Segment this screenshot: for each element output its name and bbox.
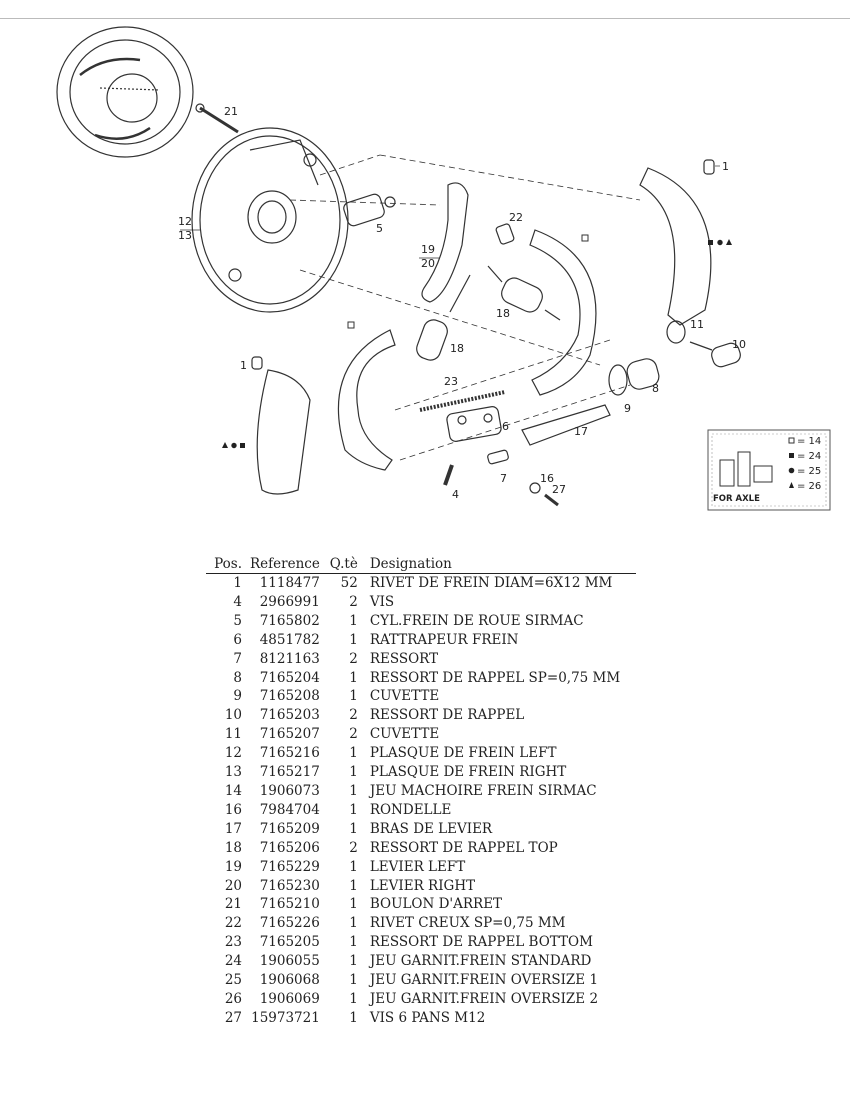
cell-quantity: 1 (349, 612, 358, 629)
table-row (206, 877, 636, 896)
cell-quantity: 1 (349, 688, 358, 705)
table-row (206, 971, 636, 990)
legend-caption: FOR AXLE (713, 494, 760, 504)
header-designation: Designation (362, 555, 636, 574)
screw-27-illustration (545, 495, 558, 505)
cell-reference: 7984704 (259, 801, 320, 818)
cell-pos: 1 (233, 575, 242, 591)
cell-designation: CUVETTE (369, 726, 440, 743)
cup-illustration (667, 321, 685, 343)
cell-designation: RESSORT DE RAPPEL BOTTOM (369, 934, 593, 951)
cell-pos: 12 (224, 745, 242, 762)
legend-open-square-label: = 14 (797, 436, 822, 447)
header-quantity: Q.tè (324, 555, 362, 574)
cell-quantity: 1 (349, 745, 358, 762)
parts-table (206, 555, 636, 1028)
cell-reference: 1906069 (259, 990, 320, 1007)
cell-reference: 7165230 (259, 877, 320, 894)
cell-reference: 7165802 (259, 612, 320, 629)
cell-pos: 18 (224, 839, 242, 856)
callout-21: 21 (224, 105, 238, 118)
cell-reference: 7165216 (259, 745, 320, 762)
cell-quantity: 1 (349, 990, 358, 1007)
cell-quantity: 2 (349, 707, 358, 724)
table-row (206, 593, 636, 612)
cell-pos: 23 (224, 934, 242, 951)
assembled-brake-illustration (57, 27, 193, 157)
bolt-4-illustration (445, 465, 452, 485)
cell-pos: 4 (233, 593, 242, 610)
legend-box (708, 430, 830, 510)
legend-filled-square-label: = 24 (797, 451, 822, 462)
callout-13: 13 (178, 229, 192, 242)
cell-designation: PLASQUE DE FREIN RIGHT (369, 764, 567, 781)
cell-designation: VIS (369, 593, 395, 610)
cell-reference: 7165206 (259, 839, 320, 856)
cell-reference: 7165210 (259, 896, 320, 913)
cell-pos: 14 (224, 782, 242, 799)
callout-5: 5 (376, 222, 383, 235)
callout-16: 16 (540, 472, 554, 485)
cell-designation: JEU MACHOIRE FREIN SIRMAC (369, 782, 597, 799)
cell-quantity: 2 (349, 650, 358, 667)
rivet-1-upper-illustration (704, 160, 714, 174)
callout-4: 4 (452, 488, 459, 501)
spring-7-illustration (487, 450, 509, 465)
washer-illustration (609, 365, 627, 395)
cell-pos: 8 (233, 669, 242, 686)
cell-designation: JEU GARNIT.FREIN OVERSIZE 1 (369, 972, 599, 989)
cell-quantity: 1 (349, 934, 358, 951)
cell-designation: CYL.FREIN DE ROUE SIRMAC (369, 612, 584, 629)
cell-designation: BRAS DE LEVIER (369, 820, 493, 837)
callout-1-upper: 1 (722, 160, 729, 173)
table-row (206, 612, 636, 631)
cell-quantity: 1 (349, 669, 358, 686)
open-square-marker (348, 322, 354, 328)
cell-reference: 1906073 (259, 782, 320, 799)
header-pos: Pos. (206, 555, 246, 574)
brake-shoe-lower-illustration (338, 330, 395, 470)
cell-designation: RIVET CREUX SP=0,75 MM (369, 915, 566, 932)
cell-pos: 19 (224, 858, 242, 875)
backing-plate-illustration (192, 128, 348, 312)
callout-22: 22 (509, 211, 523, 224)
rivet-1-left-illustration (252, 357, 262, 369)
cell-quantity: 1 (349, 764, 358, 781)
legend-filled-triangle (789, 482, 794, 488)
cell-designation: RESSORT (369, 650, 439, 667)
cell-reference: 7165203 (259, 707, 320, 724)
callout-9: 9 (624, 402, 631, 415)
table-row (206, 895, 636, 914)
exploded-brake-diagram (0, 20, 850, 525)
cell-reference: 7165208 (259, 688, 320, 705)
cell-pos: 27 (224, 1009, 242, 1026)
table-row (206, 763, 636, 782)
table-header-row (206, 555, 636, 574)
legend-filled-square (789, 453, 794, 458)
wheel-cylinder-illustration (342, 193, 395, 228)
cell-reference: 1118477 (259, 575, 320, 591)
cell-pos: 17 (224, 820, 242, 837)
cell-quantity: 1 (349, 953, 358, 970)
cell-quantity: 1 (349, 782, 358, 799)
callout-6: 6 (502, 420, 509, 433)
cell-designation: PLASQUE DE FREIN LEFT (369, 745, 557, 762)
callout-20: 20 (421, 257, 435, 270)
callout-12: 12 (178, 215, 192, 228)
table-row (206, 858, 636, 877)
callout-19: 19 (421, 243, 435, 256)
cell-reference: 1906068 (259, 972, 320, 989)
callout-leaders (180, 166, 720, 258)
brake-shoe-upper-illustration (530, 230, 596, 395)
legend-filled-circle-label: = 25 (797, 466, 822, 477)
legend-open-square (789, 438, 794, 443)
cell-designation: RONDELLE (369, 801, 452, 818)
cell-designation: RESSORT DE RAPPEL (369, 707, 525, 724)
cell-reference: 15973721 (251, 1009, 320, 1026)
cell-designation: JEU GARNIT.FREIN OVERSIZE 2 (369, 990, 599, 1007)
table-row (206, 782, 636, 801)
legend-filled-triangle-label: = 26 (797, 481, 822, 492)
cell-quantity: 2 (349, 839, 358, 856)
callout-1-left: 1 (240, 359, 247, 372)
cell-quantity: 1 (349, 915, 358, 932)
washer-16-illustration (530, 483, 540, 493)
callout-27: 27 (552, 483, 566, 496)
assembly-guide-lines (290, 155, 640, 460)
table-row (206, 669, 636, 688)
cell-quantity: 2 (349, 593, 358, 610)
callout-8: 8 (652, 382, 659, 395)
lining-right-illustration (640, 168, 711, 325)
cell-designation: VIS 6 PANS M12 (369, 1009, 486, 1026)
callout-10: 10 (732, 338, 746, 351)
cell-quantity: 1 (349, 631, 358, 648)
callout-17: 17 (574, 425, 588, 438)
cell-pos: 16 (224, 801, 242, 818)
cell-pos: 9 (233, 688, 242, 705)
cell-quantity: 1 (349, 896, 358, 913)
cell-quantity: 1 (349, 820, 358, 837)
lining-left-markers (222, 442, 245, 448)
cell-reference: 7165205 (259, 934, 320, 951)
cell-reference: 2966991 (259, 593, 320, 610)
lining-right-markers (708, 239, 732, 245)
cell-pos: 22 (224, 915, 242, 932)
cell-quantity: 1 (349, 801, 358, 818)
table-row (206, 706, 636, 725)
table-row (206, 687, 636, 706)
callout-23: 23 (444, 375, 458, 388)
table-row (206, 801, 636, 820)
table-row (206, 839, 636, 858)
cell-pos: 11 (224, 726, 242, 743)
cell-designation: RESSORT DE RAPPEL SP=0,75 MM (369, 669, 621, 686)
callout-18-upper: 18 (496, 307, 510, 320)
cell-reference: 4851782 (259, 631, 320, 648)
cell-designation: RIVET DE FREIN DIAM=6X12 MM (369, 575, 613, 591)
lever-arm-illustration (522, 405, 610, 445)
table-row (206, 574, 636, 593)
cell-designation: BOULON D'ARRET (369, 896, 503, 913)
callout-11: 11 (690, 318, 704, 331)
cell-reference: 7165226 (259, 915, 320, 932)
cell-designation: RATTRAPEUR FREIN (369, 631, 519, 648)
cell-designation: LEVIER LEFT (369, 858, 466, 875)
legend-filled-circle (789, 468, 795, 474)
table-row (206, 725, 636, 744)
cell-pos: 25 (224, 972, 242, 989)
table-row (206, 990, 636, 1009)
callout-18-lower: 18 (450, 342, 464, 355)
spring-23-illustration (420, 392, 505, 410)
header-reference: Reference (246, 555, 324, 574)
cell-pos: 24 (224, 953, 242, 970)
cell-designation: JEU GARNIT.FREIN STANDARD (369, 953, 592, 970)
cell-reference: 7165204 (259, 669, 320, 686)
table-row (206, 1009, 636, 1028)
cell-reference: 8121163 (259, 650, 320, 667)
table-row (206, 650, 636, 669)
cell-pos: 20 (224, 877, 242, 894)
lining-left-illustration (257, 370, 310, 494)
table-row (206, 820, 636, 839)
cell-designation: CUVETTE (369, 688, 440, 705)
callout-7: 7 (500, 472, 507, 485)
cell-quantity: 2 (349, 726, 358, 743)
table-row (206, 933, 636, 952)
cell-pos: 10 (224, 707, 242, 724)
cell-reference: 7165217 (259, 764, 320, 781)
cell-quantity: 1 (349, 858, 358, 875)
open-square-marker (582, 235, 588, 241)
cell-pos: 13 (224, 764, 242, 781)
cell-designation: RESSORT DE RAPPEL TOP (369, 839, 558, 856)
table-row (206, 914, 636, 933)
rivet-22-illustration (495, 223, 514, 245)
cell-reference: 7165207 (259, 726, 320, 743)
cell-reference: 1906055 (259, 953, 320, 970)
cell-reference: 7165229 (259, 858, 320, 875)
cell-designation: LEVIER RIGHT (369, 877, 476, 894)
cell-quantity: 1 (349, 1009, 358, 1026)
adjuster-illustration (446, 406, 502, 443)
axle-illustration (720, 452, 772, 486)
table-row (206, 744, 636, 763)
cell-pos: 5 (233, 612, 242, 629)
table-row (206, 952, 636, 971)
top-rule (0, 18, 850, 19)
cell-pos: 21 (224, 896, 242, 913)
table-row (206, 631, 636, 650)
cell-pos: 7 (233, 650, 242, 667)
cell-pos: 26 (224, 990, 242, 1007)
cell-quantity: 1 (349, 877, 358, 894)
cell-reference: 7165209 (259, 820, 320, 837)
cell-quantity: 1 (349, 972, 358, 989)
cell-quantity: 52 (340, 575, 358, 591)
cell-pos: 6 (233, 631, 242, 648)
